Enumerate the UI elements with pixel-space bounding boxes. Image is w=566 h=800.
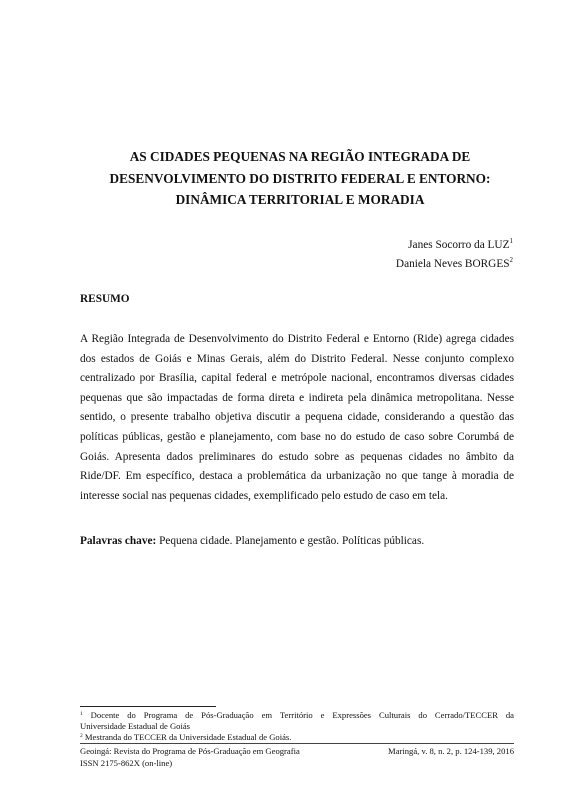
footnote-marker: 1 <box>80 711 83 717</box>
title-line: DESENVOLVIMENTO DO DISTRITO FEDERAL E ENTORNO: <box>109 170 491 186</box>
author-name: Janes Socorro da LUZ <box>408 239 510 251</box>
abstract-line: A Região Integrada de Desenvolvimento do Distrito Federal e Entorno (Ride) agrega cidades <box>80 333 514 345</box>
footer-citation: Maringá, v. 8, n. 2, p. 124-139, 2016 <box>388 746 514 756</box>
paper-title <box>80 146 520 211</box>
footnote-text: Docente do Programa de Pós-Graduação em Território e Expressões Culturais do Cerrado/TECCER da <box>82 710 514 720</box>
abstract-line: Ride/DF. Em específico, destaca a problemática da urbanização no que tange à moradia de <box>80 470 514 483</box>
title-line: AS CIDADES PEQUENAS NA REGIÃO INTEGRADA DE <box>129 149 471 164</box>
keywords <box>80 534 424 548</box>
abstract-heading: RESUMO <box>80 293 130 305</box>
abstract-line: políticas públicas, gestão e planejamento, com base no do estudo de caso sobre Corumbá de <box>80 430 514 443</box>
journal-name: Geoingá: Revista do Programa de Pós-Graduação em Geografia <box>80 746 300 756</box>
footnote-marker: 2 <box>80 733 83 740</box>
author-list <box>396 236 513 274</box>
footer-divider <box>80 743 514 744</box>
footnote-text: Mestranda do TECCER da Universidade Estadual de Goiás. <box>82 732 292 743</box>
keywords-label: Palavras chave: <box>80 535 157 547</box>
issn: ISSN 2175-862X (on-line) <box>80 758 173 768</box>
abstract-line: interesse social nas pequenas cidades, exemplificado pelo estudo de caso em tela. <box>80 489 448 502</box>
abstract-line: Goiás. Apresenta dados preliminares do estudo sobre as pequenas cidades no âmbito da <box>80 450 514 463</box>
keywords-text: Pequena cidade. Planejamento e gestão. Políticas públicas. <box>156 535 425 547</box>
author-name: Daniela Neves BORGES <box>395 258 510 270</box>
footnote-1-continuation: Universidade Estadual de Goiás <box>80 721 191 732</box>
abstract-body <box>80 330 514 506</box>
footnotes <box>80 710 514 744</box>
abstract-line: pequenas que são impactadas de forma direta e indireta pela dinâmica metropolitana. Nesse <box>80 391 514 404</box>
title-line: DINÂMICA TERRITORIAL E MORADIA <box>175 192 425 207</box>
footnote-marker: 1 <box>509 237 513 245</box>
abstract-line: sentido, o presente trabalho objetiva discutir a pequena cidade, considerando a questão das <box>80 411 514 424</box>
footnote-marker: 2 <box>509 256 513 264</box>
author-entry <box>396 255 513 274</box>
abstract-line: centralizado por Brasília, capital federal e metrópole nacional, encontramos diversas cidades <box>80 372 514 385</box>
footnote-divider <box>80 706 216 707</box>
footer-journal-info <box>80 745 300 769</box>
abstract-line: dos estados de Goiás e Minas Gerais, além do Distrito Federal. Nesse conjunto complexo <box>80 352 514 365</box>
author-entry <box>396 236 513 255</box>
footnote-1 <box>80 710 514 721</box>
footnote-2 <box>80 732 514 743</box>
